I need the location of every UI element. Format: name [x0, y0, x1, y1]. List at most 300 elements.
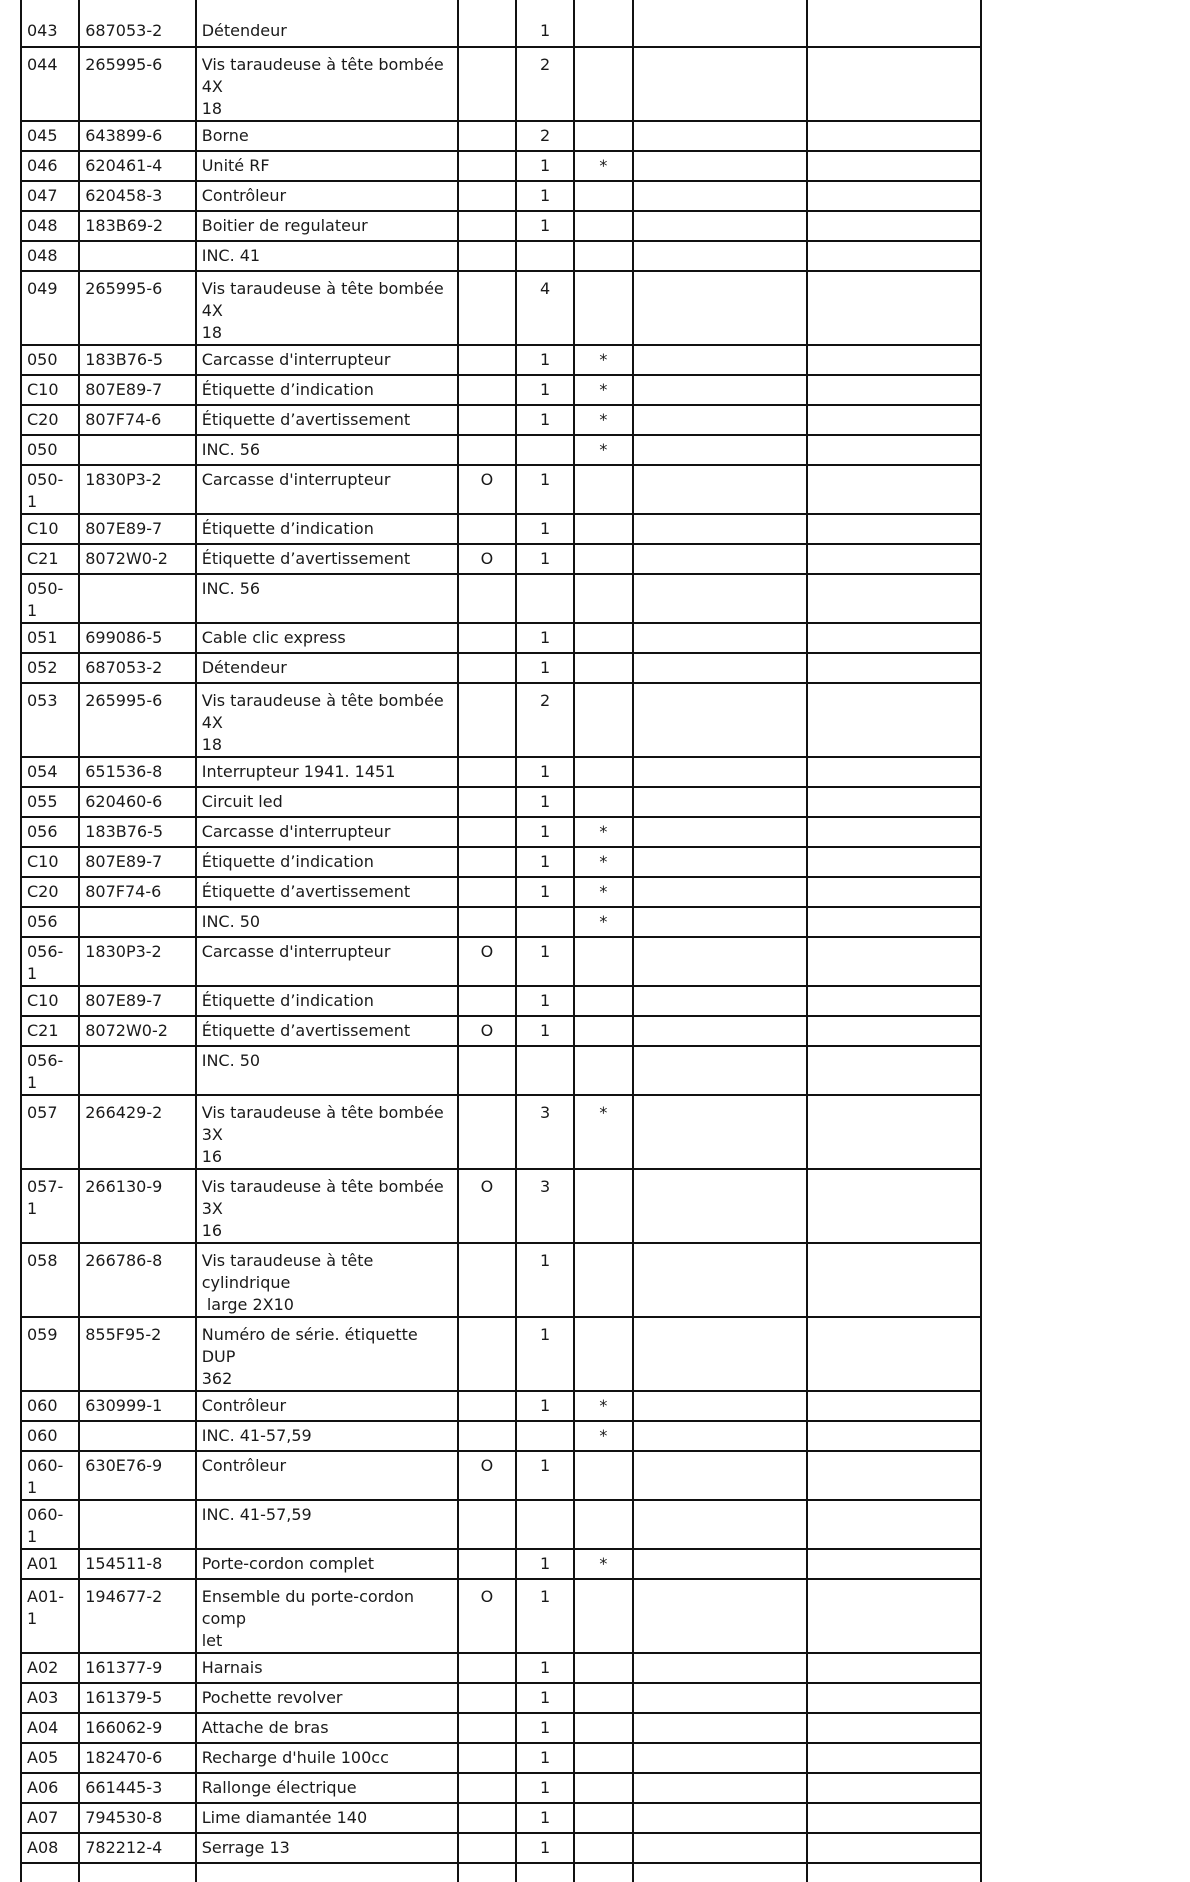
part-number-cell: 807E89-7	[79, 375, 195, 405]
table-row	[21, 181, 981, 211]
empty-cell	[807, 847, 981, 877]
note-cell	[574, 1500, 632, 1549]
option-cell	[458, 271, 516, 345]
item-number-cell: 057-1	[21, 1169, 79, 1243]
description-cell: Lime diamantée 140	[196, 1803, 458, 1833]
quantity-cell: 1	[516, 1549, 574, 1579]
note-cell: *	[574, 847, 632, 877]
item-number-cell: 048	[21, 241, 79, 271]
item-number-cell: 051	[21, 623, 79, 653]
item-number-cell: C21	[21, 544, 79, 574]
part-number-cell: 183B69-2	[79, 211, 195, 241]
empty-cell	[807, 1243, 981, 1317]
table-row	[21, 877, 981, 907]
empty-cell	[633, 1833, 808, 1863]
part-number-cell: 807E89-7	[79, 986, 195, 1016]
part-number-cell: 807E89-7	[79, 847, 195, 877]
empty-cell	[633, 271, 808, 345]
description-cell: Numéro de série. étiquette DUP 362	[196, 1317, 458, 1391]
note-cell	[574, 574, 632, 623]
quantity-cell: 1	[516, 1451, 574, 1500]
empty-cell	[633, 1095, 808, 1169]
item-number-cell: 053	[21, 683, 79, 757]
note-cell	[574, 0, 632, 47]
empty-cell	[633, 907, 808, 937]
item-number-cell: 060	[21, 1421, 79, 1451]
note-cell	[574, 1803, 632, 1833]
item-number-cell: C10	[21, 847, 79, 877]
empty-cell	[807, 1863, 981, 1882]
description-cell: Étiquette d’avertissement	[196, 1016, 458, 1046]
empty-cell	[807, 211, 981, 241]
empty-cell	[633, 241, 808, 271]
part-number-cell: 794530-8	[79, 1803, 195, 1833]
description-cell: Étiquette d’indication	[196, 986, 458, 1016]
option-cell	[458, 1391, 516, 1421]
note-cell: *	[574, 435, 632, 465]
empty-cell	[196, 1863, 458, 1882]
item-number-cell: 047	[21, 181, 79, 211]
description-cell: Ensemble du porte-cordon comp let	[196, 1579, 458, 1653]
option-cell	[458, 405, 516, 435]
description-cell: INC. 41-57,59	[196, 1500, 458, 1549]
note-cell	[574, 653, 632, 683]
empty-cell	[807, 514, 981, 544]
item-number-cell: A07	[21, 1803, 79, 1833]
description-cell: INC. 50	[196, 907, 458, 937]
quantity-cell: 3	[516, 1095, 574, 1169]
option-cell	[458, 1803, 516, 1833]
table-row	[21, 1743, 981, 1773]
table-row	[21, 1833, 981, 1863]
empty-cell	[807, 47, 981, 121]
empty-cell	[633, 787, 808, 817]
note-cell	[574, 623, 632, 653]
option-cell	[458, 757, 516, 787]
option-cell	[458, 623, 516, 653]
note-cell	[574, 47, 632, 121]
option-cell	[458, 653, 516, 683]
note-cell: *	[574, 405, 632, 435]
option-cell	[458, 181, 516, 211]
empty-cell	[807, 1683, 981, 1713]
empty-cell	[807, 345, 981, 375]
item-number-cell: A01	[21, 1549, 79, 1579]
quantity-cell: 1	[516, 544, 574, 574]
empty-cell	[633, 986, 808, 1016]
item-number-cell: 050	[21, 435, 79, 465]
empty-cell	[807, 1391, 981, 1421]
quantity-cell: 1	[516, 1683, 574, 1713]
quantity-cell: 1	[516, 181, 574, 211]
description-cell: INC. 56	[196, 574, 458, 623]
table-row	[21, 375, 981, 405]
quantity-cell: 2	[516, 121, 574, 151]
empty-cell	[807, 683, 981, 757]
item-number-cell: 050-1	[21, 465, 79, 514]
option-cell	[458, 1773, 516, 1803]
option-cell	[458, 0, 516, 47]
table-row	[21, 986, 981, 1016]
table-row	[21, 405, 981, 435]
item-number-cell: 045	[21, 121, 79, 151]
empty-cell	[633, 683, 808, 757]
table-row	[21, 574, 981, 623]
item-number-cell: 056-1	[21, 1046, 79, 1095]
empty-cell	[633, 0, 808, 47]
empty-cell	[807, 1743, 981, 1773]
empty-cell	[633, 181, 808, 211]
item-number-cell: 050-1	[21, 574, 79, 623]
part-number-cell: 266786-8	[79, 1243, 195, 1317]
table-row	[21, 1421, 981, 1451]
quantity-cell: 1	[516, 1743, 574, 1773]
item-number-cell: 060-1	[21, 1451, 79, 1500]
table-row	[21, 1683, 981, 1713]
empty-cell	[633, 151, 808, 181]
option-cell	[458, 47, 516, 121]
empty-cell	[633, 514, 808, 544]
item-number-cell: A05	[21, 1743, 79, 1773]
part-number-cell: 161379-5	[79, 1683, 195, 1713]
item-number-cell: C10	[21, 375, 79, 405]
note-cell: *	[574, 1421, 632, 1451]
empty-cell	[633, 544, 808, 574]
option-cell	[458, 345, 516, 375]
quantity-cell	[516, 435, 574, 465]
quantity-cell: 1	[516, 1713, 574, 1743]
option-cell: O	[458, 1451, 516, 1500]
part-number-cell	[79, 1421, 195, 1451]
empty-cell	[633, 405, 808, 435]
empty-cell	[807, 435, 981, 465]
description-cell: Détendeur	[196, 653, 458, 683]
item-number-cell: 044	[21, 47, 79, 121]
empty-cell	[633, 1803, 808, 1833]
table-row	[21, 1500, 981, 1549]
empty-cell	[516, 1863, 574, 1882]
quantity-cell: 1	[516, 1773, 574, 1803]
note-cell	[574, 181, 632, 211]
item-number-cell: A03	[21, 1683, 79, 1713]
empty-cell	[807, 1016, 981, 1046]
item-number-cell: 054	[21, 757, 79, 787]
part-number-cell	[79, 241, 195, 271]
table-row	[21, 1243, 981, 1317]
note-cell	[574, 271, 632, 345]
note-cell	[574, 1833, 632, 1863]
option-cell: O	[458, 937, 516, 986]
empty-cell	[633, 1421, 808, 1451]
quantity-cell: 1	[516, 514, 574, 544]
description-cell: Contrôleur	[196, 181, 458, 211]
item-number-cell: 052	[21, 653, 79, 683]
empty-cell	[633, 653, 808, 683]
item-number-cell: C20	[21, 877, 79, 907]
empty-cell	[633, 1579, 808, 1653]
option-cell: O	[458, 1169, 516, 1243]
quantity-cell: 3	[516, 1169, 574, 1243]
description-cell: Interrupteur 1941. 1451	[196, 757, 458, 787]
empty-cell	[79, 1863, 195, 1882]
part-number-cell	[79, 1046, 195, 1095]
table-row	[21, 1451, 981, 1500]
description-cell: Vis taraudeuse à tête bombée 4X 18	[196, 271, 458, 345]
quantity-cell: 1	[516, 653, 574, 683]
option-cell	[458, 1095, 516, 1169]
description-cell: Borne	[196, 121, 458, 151]
empty-cell	[807, 181, 981, 211]
note-cell	[574, 937, 632, 986]
empty-cell	[807, 121, 981, 151]
empty-cell	[633, 435, 808, 465]
part-number-cell: 166062-9	[79, 1713, 195, 1743]
part-number-cell	[79, 907, 195, 937]
part-number-cell: 265995-6	[79, 683, 195, 757]
description-cell: Carcasse d'interrupteur	[196, 817, 458, 847]
item-number-cell: 056-1	[21, 937, 79, 986]
part-number-cell: 266130-9	[79, 1169, 195, 1243]
item-number-cell: 043	[21, 0, 79, 47]
table-row	[21, 937, 981, 986]
note-cell	[574, 1169, 632, 1243]
note-cell	[574, 757, 632, 787]
empty-cell	[633, 1243, 808, 1317]
table-row	[21, 653, 981, 683]
description-cell: INC. 41-57,59	[196, 1421, 458, 1451]
item-number-cell: A01-1	[21, 1579, 79, 1653]
empty-cell	[633, 1653, 808, 1683]
quantity-cell: 1	[516, 1317, 574, 1391]
item-number-cell: A08	[21, 1833, 79, 1863]
table-row	[21, 907, 981, 937]
option-cell	[458, 907, 516, 937]
table-row	[21, 47, 981, 121]
part-number-cell: 855F95-2	[79, 1317, 195, 1391]
table-row	[21, 1713, 981, 1743]
empty-cell	[633, 345, 808, 375]
option-cell	[458, 1500, 516, 1549]
part-number-cell	[79, 435, 195, 465]
item-number-cell: A02	[21, 1653, 79, 1683]
note-cell	[574, 544, 632, 574]
part-number-cell: 661445-3	[79, 1773, 195, 1803]
part-number-cell: 265995-6	[79, 271, 195, 345]
part-number-cell: 183B76-5	[79, 345, 195, 375]
quantity-cell: 1	[516, 1579, 574, 1653]
quantity-cell	[516, 1046, 574, 1095]
note-cell: *	[574, 345, 632, 375]
option-cell	[458, 1421, 516, 1451]
item-number-cell: 059	[21, 1317, 79, 1391]
empty-cell	[807, 1317, 981, 1391]
parts-table-body	[21, 0, 981, 1882]
quantity-cell: 1	[516, 1243, 574, 1317]
table-row	[21, 1653, 981, 1683]
description-cell: Vis taraudeuse à tête cylindrique large 2X10	[196, 1243, 458, 1317]
item-number-cell: C10	[21, 986, 79, 1016]
part-number-cell: 8072W0-2	[79, 1016, 195, 1046]
description-cell: Carcasse d'interrupteur	[196, 465, 458, 514]
part-number-cell: 687053-2	[79, 653, 195, 683]
quantity-cell: 1	[516, 847, 574, 877]
option-cell	[458, 1743, 516, 1773]
empty-cell	[807, 241, 981, 271]
table-row	[21, 345, 981, 375]
description-cell: INC. 41	[196, 241, 458, 271]
empty-cell	[633, 375, 808, 405]
part-number-cell: 630E76-9	[79, 1451, 195, 1500]
part-number-cell: 807F74-6	[79, 405, 195, 435]
empty-cell	[807, 877, 981, 907]
note-cell	[574, 514, 632, 544]
description-cell: Boitier de regulateur	[196, 211, 458, 241]
option-cell	[458, 574, 516, 623]
part-number-cell: 807E89-7	[79, 514, 195, 544]
part-number-cell: 699086-5	[79, 623, 195, 653]
empty-cell	[21, 1863, 79, 1882]
note-cell	[574, 787, 632, 817]
empty-cell	[807, 151, 981, 181]
table-row	[21, 1549, 981, 1579]
item-number-cell: 060-1	[21, 1500, 79, 1549]
empty-cell	[633, 847, 808, 877]
table-row	[21, 1391, 981, 1421]
note-cell	[574, 683, 632, 757]
empty-cell	[633, 1500, 808, 1549]
note-cell	[574, 241, 632, 271]
quantity-cell: 1	[516, 1391, 574, 1421]
table-row	[21, 151, 981, 181]
quantity-cell: 1	[516, 623, 574, 653]
note-cell	[574, 121, 632, 151]
description-cell: Étiquette d’indication	[196, 375, 458, 405]
note-cell	[574, 986, 632, 1016]
table-row	[21, 544, 981, 574]
quantity-cell: 1	[516, 986, 574, 1016]
note-cell	[574, 211, 632, 241]
table-row	[21, 271, 981, 345]
option-cell	[458, 1549, 516, 1579]
option-cell	[458, 1833, 516, 1863]
quantity-cell: 1	[516, 1833, 574, 1863]
part-number-cell: 154511-8	[79, 1549, 195, 1579]
empty-cell	[633, 47, 808, 121]
item-number-cell: 060	[21, 1391, 79, 1421]
part-number-cell: 161377-9	[79, 1653, 195, 1683]
item-number-cell: C21	[21, 1016, 79, 1046]
description-cell: Contrôleur	[196, 1451, 458, 1500]
empty-cell	[633, 1773, 808, 1803]
option-cell	[458, 514, 516, 544]
empty-cell	[633, 757, 808, 787]
quantity-cell: 1	[516, 151, 574, 181]
quantity-cell: 1	[516, 211, 574, 241]
part-number-cell: 620458-3	[79, 181, 195, 211]
empty-cell	[807, 1653, 981, 1683]
description-cell: Pochette revolver	[196, 1683, 458, 1713]
table-row	[21, 757, 981, 787]
quantity-cell: 1	[516, 1016, 574, 1046]
part-number-cell: 1830P3-2	[79, 937, 195, 986]
note-cell	[574, 1713, 632, 1743]
empty-cell	[807, 986, 981, 1016]
quantity-cell: 2	[516, 683, 574, 757]
part-number-cell: 782212-4	[79, 1833, 195, 1863]
description-cell: Vis taraudeuse à tête bombée 3X 16	[196, 1095, 458, 1169]
note-cell	[574, 1317, 632, 1391]
quantity-cell: 1	[516, 375, 574, 405]
note-cell: *	[574, 1549, 632, 1579]
table-row	[21, 817, 981, 847]
empty-cell	[807, 465, 981, 514]
empty-cell	[807, 1773, 981, 1803]
part-number-cell: 807F74-6	[79, 877, 195, 907]
description-cell: Étiquette d’avertissement	[196, 877, 458, 907]
part-number-cell: 643899-6	[79, 121, 195, 151]
empty-cell	[807, 1713, 981, 1743]
description-cell: INC. 56	[196, 435, 458, 465]
option-cell: O	[458, 1579, 516, 1653]
note-cell	[574, 1683, 632, 1713]
option-cell	[458, 1317, 516, 1391]
empty-cell	[807, 1549, 981, 1579]
note-cell: *	[574, 907, 632, 937]
option-cell: O	[458, 465, 516, 514]
empty-cell	[458, 1863, 516, 1882]
empty-cell	[633, 465, 808, 514]
empty-cell	[807, 544, 981, 574]
table-row	[21, 465, 981, 514]
empty-cell	[633, 937, 808, 986]
option-cell	[458, 151, 516, 181]
note-cell: *	[574, 151, 632, 181]
note-cell	[574, 1243, 632, 1317]
item-number-cell: 056	[21, 817, 79, 847]
description-cell: INC. 50	[196, 1046, 458, 1095]
empty-cell	[633, 877, 808, 907]
quantity-cell: 1	[516, 1653, 574, 1683]
option-cell	[458, 1243, 516, 1317]
empty-cell	[807, 1451, 981, 1500]
item-number-cell: 046	[21, 151, 79, 181]
empty-cell	[633, 817, 808, 847]
item-number-cell: 049	[21, 271, 79, 345]
quantity-cell: 1	[516, 757, 574, 787]
quantity-cell: 1	[516, 345, 574, 375]
item-number-cell: C10	[21, 514, 79, 544]
option-cell	[458, 121, 516, 151]
option-cell	[458, 1046, 516, 1095]
note-cell: *	[574, 877, 632, 907]
description-cell: Rallonge électrique	[196, 1773, 458, 1803]
option-cell	[458, 877, 516, 907]
description-cell: Étiquette d’indication	[196, 847, 458, 877]
quantity-cell: 1	[516, 787, 574, 817]
empty-cell	[807, 937, 981, 986]
empty-cell	[633, 1683, 808, 1713]
note-cell: *	[574, 817, 632, 847]
empty-cell	[807, 0, 981, 47]
empty-cell	[807, 574, 981, 623]
option-cell: O	[458, 1016, 516, 1046]
part-number-cell	[79, 574, 195, 623]
table-row	[21, 847, 981, 877]
table-row	[21, 1803, 981, 1833]
note-cell	[574, 1046, 632, 1095]
note-cell: *	[574, 1391, 632, 1421]
part-number-cell: 182470-6	[79, 1743, 195, 1773]
